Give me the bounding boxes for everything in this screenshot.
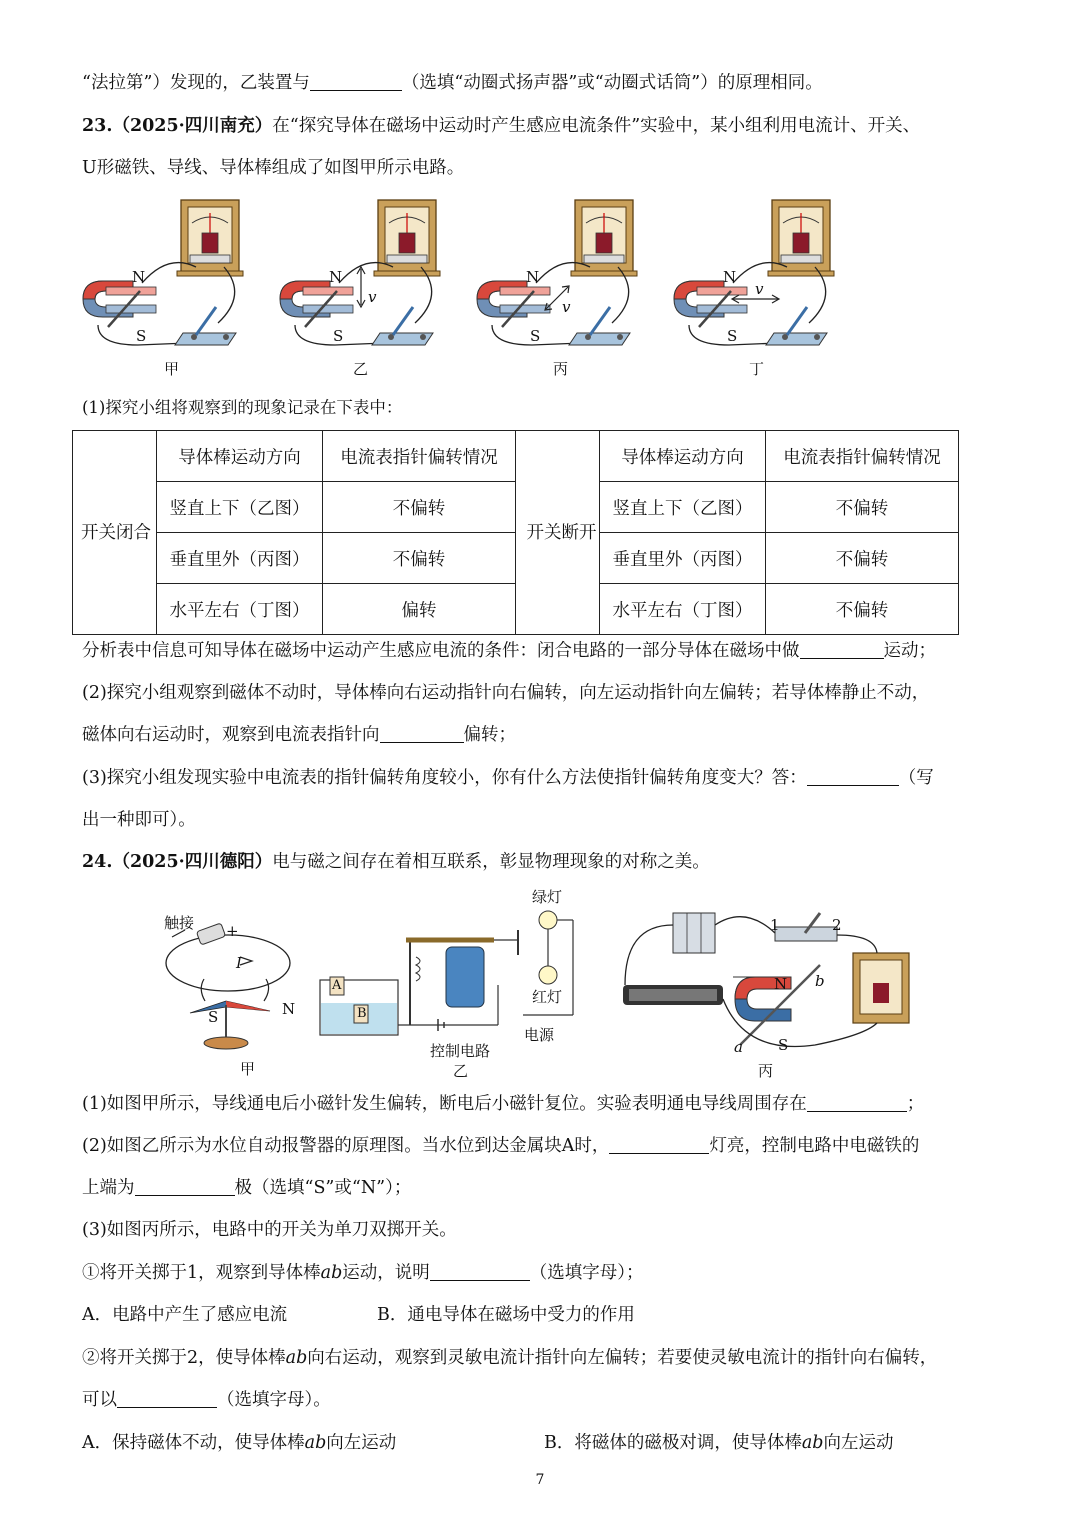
cell-direction: 水平左右（丁图） [600, 584, 766, 635]
rod-ab-label: ab [285, 1348, 308, 1368]
cell-direction: 垂直里外（丙图） [157, 533, 323, 584]
part3-1-text-end: （选填字母）； [529, 1263, 644, 1283]
fig-caption-ding: 丁 [749, 360, 765, 378]
pole-n-label: N [132, 268, 146, 286]
option-a[interactable] [82, 1433, 396, 1453]
answer-blank[interactable] [135, 1177, 235, 1196]
part3-1-text: ①将开关掷于1，观察到导体棒 [82, 1263, 321, 1283]
rod-ab-label: ab [304, 1433, 327, 1453]
cell-direction: 竖直上下（乙图） [157, 482, 323, 533]
rod-ab-label: ab [320, 1263, 343, 1283]
cell-closed: 偏转 [323, 584, 516, 635]
block-b-label: B [357, 1006, 367, 1021]
answer-blank[interactable] [800, 640, 884, 659]
fig-caption-yi: 乙 [353, 360, 369, 378]
answer-blank[interactable] [117, 1389, 217, 1408]
part2-text: (2)如图乙所示为水位自动报警器的原理图。当水位到达金属块A时， [82, 1136, 610, 1156]
part3-1-text-mid: 运动，说明 [342, 1263, 430, 1283]
velocity-label: v [755, 280, 764, 298]
q24-part2-line1 [82, 1133, 919, 1159]
q22-tail-line [82, 70, 823, 96]
current-label: I [236, 954, 242, 972]
q24-part3-2-line2 [82, 1387, 331, 1413]
q23-part3-line2: 出一种即可）。 [82, 810, 196, 830]
control-circuit-label: 控制电路 [430, 1042, 491, 1060]
option-b-text: B．将磁体的磁极对调，使导体棒 [544, 1433, 802, 1453]
q23-figures [78, 195, 958, 380]
pole-n-label: N [526, 268, 540, 286]
plus-label: + [226, 922, 239, 940]
option-b[interactable] [544, 1430, 894, 1456]
part3-2-text-end: （选填字母）。 [217, 1390, 331, 1410]
option-a[interactable]: A．电路中产生了感应电流 [82, 1305, 288, 1325]
pole-s-label: S [727, 327, 738, 345]
answer-blank[interactable] [380, 724, 464, 743]
rod-ab-label: ab [801, 1433, 824, 1453]
q23-stem-line2 [82, 155, 464, 181]
pole-n-label: N [329, 268, 343, 286]
cell-open: 不偏转 [766, 533, 959, 584]
q24-part3-1-line [82, 1260, 644, 1286]
part3-text-end: （写 [898, 768, 934, 788]
header-direction: 导体棒运动方向 [157, 431, 323, 482]
cell-direction: 水平左右（丁图） [157, 584, 323, 635]
q24-stem-line [82, 849, 710, 875]
pole-n-label: N [774, 975, 788, 993]
q23-analysis-line [82, 638, 936, 664]
answer-blank[interactable] [807, 767, 899, 786]
analysis-text: 分析表中信息可知导体在磁场中运动产生感应电流的条件：闭合电路的一部分导体在磁场中做 [82, 641, 800, 661]
green-light-label: 绿灯 [532, 888, 563, 906]
question-number: 23.（2025·四川南充） [82, 116, 273, 136]
part3-2-text: ②将开关掷于2，使导体棒 [82, 1348, 286, 1368]
q23-part1-intro: (1)探究小组将观察到的现象记录在下表中： [82, 398, 403, 417]
answer-blank[interactable] [807, 1093, 907, 1112]
q23-part2-line1: (2)探究小组观察到磁体不动时，导体棒向右运动指针向右偏转，向左运动指针向左偏转；若导体棒静止不动， [82, 683, 930, 703]
part1-text-end: ； [906, 1094, 925, 1114]
q24-part2-line2 [82, 1175, 411, 1201]
fig-caption-jia: 甲 [164, 360, 180, 378]
part2-text-end: 极（选填“S”或“N”）； [234, 1178, 412, 1198]
answer-blank[interactable] [430, 1262, 530, 1281]
part3-text: (3)探究小组发现实验中电流表的指针偏转角度较小，你有什么方法使指针偏转角度变大？答： [82, 768, 807, 788]
cell-direction: 竖直上下（乙图） [600, 482, 766, 533]
option-b[interactable]: B．通电导体在磁场中受力的作用 [377, 1305, 635, 1325]
cell-open: 不偏转 [766, 584, 959, 635]
q23-stem-text2: U形磁铁、导线、导体棒组成了如图甲所示电路。 [82, 158, 465, 178]
pole-n-label: N [282, 1000, 296, 1018]
cell-closed: 不偏转 [323, 533, 516, 584]
header-direction: 导体棒运动方向 [600, 431, 766, 482]
q23-stem-text: 在“探究导体在磁场中运动时产生感应电流条件”实验中，某小组利用电流计、开关、 [272, 116, 921, 136]
q24-part3-line: (3)如图丙所示，电路中的开关为单刀双掷开关。 [82, 1220, 457, 1240]
switch-pos-1-label: 1 [770, 916, 780, 934]
switch-pos-2-label: 2 [832, 916, 842, 934]
option-a-text-end: 向左运动 [326, 1433, 397, 1453]
velocity-label: v [368, 288, 377, 306]
answer-blank[interactable] [609, 1135, 709, 1154]
switch-closed-cell: 开关闭合 [73, 431, 157, 635]
block-a-label: A [332, 978, 342, 993]
rod-end-a-label: a [734, 1038, 743, 1056]
page-number: 7 [535, 1472, 545, 1488]
header-deflection: 电流表指针偏转情况 [323, 431, 516, 482]
fig-caption-yi: 乙 [453, 1062, 469, 1080]
q24-figure-c [615, 905, 915, 1065]
answer-blank[interactable] [310, 72, 402, 91]
header-deflection: 电流表指针偏转情况 [766, 431, 959, 482]
switch-open-cell: 开关断开 [516, 431, 600, 635]
pole-n-label: N [723, 268, 737, 286]
part3-2-text-mid: 向右运动，观察到灵敏电流计指针向左偏转；若要使灵敏电流计的指针向右偏转， [307, 1348, 938, 1368]
q24-part3-2-line1 [82, 1345, 937, 1371]
pole-s-label: S [333, 327, 344, 345]
cell-closed: 不偏转 [323, 482, 516, 533]
red-light-label: 红灯 [532, 988, 563, 1006]
velocity-label: v [562, 298, 571, 316]
pole-s-label: S [208, 1008, 219, 1026]
cell-open: 不偏转 [766, 482, 959, 533]
q23-stem-line1 [82, 113, 920, 139]
cell-direction: 垂直里外（丙图） [600, 533, 766, 584]
q24-part1-line [82, 1091, 924, 1117]
option-b-text-end: 向左运动 [823, 1433, 894, 1453]
part3-2-text-2: 可以 [82, 1390, 117, 1410]
analysis-text-end: 运动； [883, 641, 936, 661]
observation-table [72, 430, 959, 635]
pole-s-label: S [778, 1036, 789, 1054]
touch-label: 触接 [164, 914, 195, 932]
part1-text: (1)如图甲所示，导线通电后小磁针发生偏转，断电后小磁针复位。实验表明通电导线周围存在 [82, 1094, 807, 1114]
q23-part2-line2 [82, 722, 516, 748]
q24-stem-text: 电与磁之间存在着相互联系，彰显物理现象的对称之美。 [272, 852, 710, 872]
option-a-text: A．保持磁体不动，使导体棒 [82, 1433, 305, 1453]
part2-text: 磁体向右运动时，观察到电流表指针向 [82, 725, 380, 745]
part2-text-end: 偏转； [463, 725, 516, 745]
fig-caption-bing: 丙 [553, 360, 569, 378]
pole-s-label: S [530, 327, 541, 345]
rod-end-b-label: b [815, 972, 825, 990]
pole-s-label: S [136, 327, 147, 345]
q24-options-2 [82, 1430, 894, 1456]
q23-part3-line1 [82, 765, 934, 791]
power-label: 电源 [524, 1026, 555, 1044]
q22-text-2: （选填“动圈式扬声器”或“动圈式话筒”）的原理相同。 [401, 73, 823, 93]
fig-caption-bing: 丙 [758, 1062, 774, 1080]
q24-options-1 [82, 1302, 635, 1328]
part2-text-2: 上端为 [82, 1178, 135, 1198]
fig-caption-jia: 甲 [240, 1060, 256, 1078]
question-number: 24.（2025·四川德阳） [82, 852, 273, 872]
q22-text-1: “法拉第”）发现的，乙装置与 [82, 73, 310, 93]
part2-text-mid: 灯亮，控制电路中电磁铁的 [709, 1136, 920, 1156]
